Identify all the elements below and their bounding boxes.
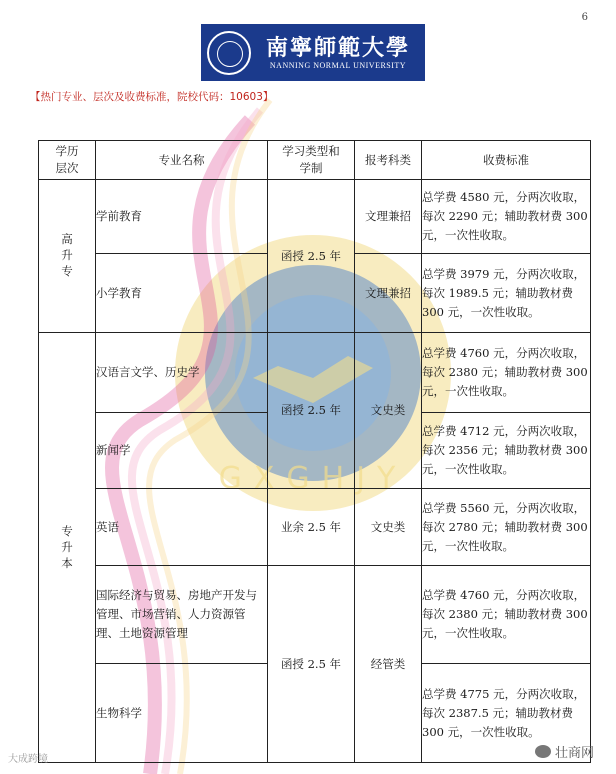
level-cell: 专升本	[39, 333, 96, 763]
study-type-cell: 函授 2.5 年	[268, 566, 355, 763]
subject-cell: 文理兼招	[355, 180, 422, 254]
fee-cell: 总学费 4712 元，分两次收取，每次 2356 元；辅助教材费 300 元，一次性收取。	[422, 413, 591, 489]
header-level: 学历 层次	[39, 141, 96, 180]
fee-cell: 总学费 4775 元，分两次收取，每次 2387.5 元；辅助教材费 300 元，一次性收取。	[422, 664, 591, 763]
wechat-icon	[535, 745, 551, 758]
banner-title-cn: 南寧師範大學	[265, 35, 410, 61]
university-seal-icon	[207, 31, 251, 75]
study-type-cell: 函授 2.5 年	[268, 333, 355, 489]
footer-right-logo-text: 壮商网	[554, 746, 594, 761]
section-subtitle: 【热门专业、层次及收费标准，院校代码：10603】	[30, 91, 274, 103]
fee-cell: 总学费 4580 元，分两次收取，每次 2290 元；辅助教材费 300 元，一次性收取。	[422, 180, 591, 254]
fee-cell: 总学费 5560 元，分两次收取，每次 2780 元；辅助教材费 300 元，一次性收取。	[422, 489, 591, 566]
table-row	[39, 566, 591, 664]
table-row	[39, 489, 591, 566]
table-row	[39, 180, 591, 254]
footer-left-logo: 大成跨境	[8, 754, 48, 765]
study-type-cell: 函授 2.5 年	[268, 180, 355, 333]
header-study-type: 学习类型和 学制	[268, 141, 355, 180]
header-major: 专业名称	[96, 141, 268, 180]
subject-cell: 经管类	[355, 566, 422, 763]
study-type-cell: 业余 2.5 年	[268, 489, 355, 566]
fee-cell: 总学费 4760 元，分两次收取，每次 2380 元；辅助教材费 300 元，一次性收取。	[422, 333, 591, 413]
header-subject: 报考科类	[355, 141, 422, 180]
subject-cell: 文理兼招	[355, 254, 422, 333]
major-cell: 学前教育	[96, 180, 268, 254]
fee-table	[38, 140, 591, 763]
major-cell: 生物科学	[96, 664, 268, 763]
footer-right-logo	[535, 742, 594, 761]
major-cell: 小学教育	[96, 254, 268, 333]
page-number: 6	[581, 12, 588, 23]
header-fee: 收费标准	[422, 141, 591, 180]
major-cell: 新闻学	[96, 413, 268, 489]
level-cell: 高升专	[39, 180, 96, 333]
major-cell: 国际经济与贸易、房地产开发与管理、市场营销、人力资源管理、土地资源管理	[96, 566, 268, 664]
banner-title-en: NANNING NORMAL UNIVERSITY	[269, 61, 407, 70]
subject-cell: 文史类	[355, 489, 422, 566]
fee-cell: 总学费 4760 元，分两次收取，每次 2380 元；辅助教材费 300 元，一次性收取。	[422, 566, 591, 664]
major-cell: 汉语言文学、历史学	[96, 333, 268, 413]
table-row	[39, 333, 591, 413]
university-banner	[201, 24, 425, 81]
fee-cell: 总学费 3979 元，分两次收取，每次 1989.5 元；辅助教材费 300 元，一次性收取。	[422, 254, 591, 333]
major-cell: 英语	[96, 489, 268, 566]
svg-text:GXGHJY: GXGHJY	[218, 461, 408, 496]
subject-cell: 文史类	[355, 333, 422, 489]
